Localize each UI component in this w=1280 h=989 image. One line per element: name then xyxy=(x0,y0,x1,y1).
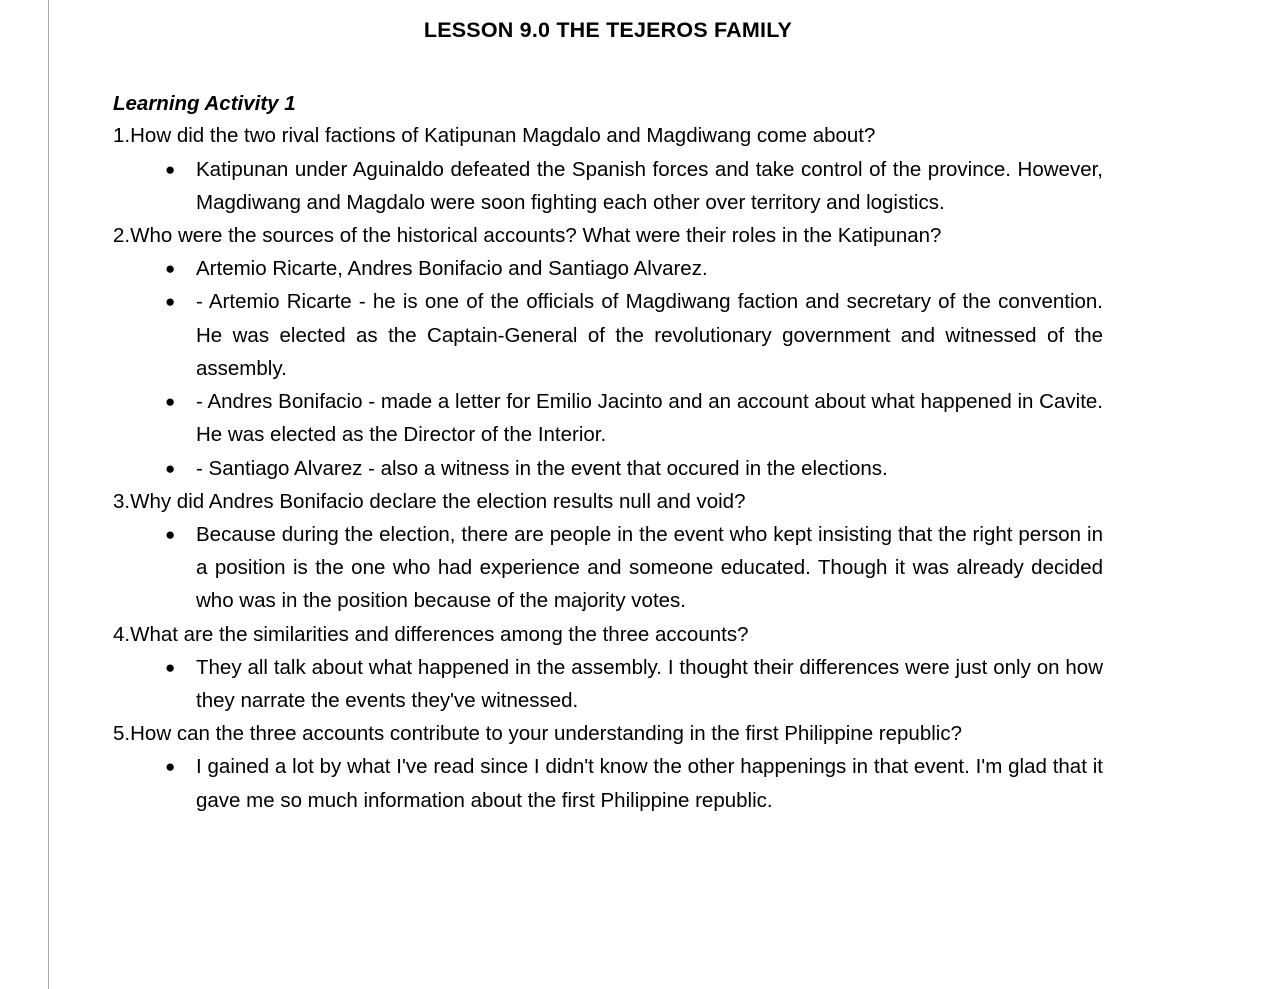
document-content xyxy=(113,12,1103,817)
bullet-icon: ● xyxy=(165,259,176,279)
question-number: 4. xyxy=(113,622,131,646)
question-number: 3. xyxy=(113,489,131,513)
question-text: How can the three accounts contribute to your understanding in the first Philippine republic? xyxy=(130,722,962,746)
answer-list xyxy=(113,750,1103,816)
answer-item xyxy=(113,385,1103,451)
qa-block xyxy=(113,717,1103,817)
bullet-icon: ● xyxy=(165,757,176,777)
answer-text: Because during the election, there are people in the event who kept insisting that the right person in a position is the one who had experience and someone educated. Though it was already decided who was in the position because of the majority votes. xyxy=(196,522,1103,613)
section-heading: Learning Activity 1 xyxy=(113,91,296,115)
answer-list xyxy=(113,518,1103,618)
question-line xyxy=(113,618,1103,651)
answer-list xyxy=(113,252,1103,484)
answer-item xyxy=(113,651,1103,717)
bullet-icon: ● xyxy=(165,392,176,412)
answer-text: They all talk about what happened in the assembly. I thought their differences were just only on how they narrate the events they've witnessed. xyxy=(196,655,1103,712)
answer-text: I gained a lot by what I've read since I didn't know the other happenings in that event. I'm glad that it gave me so much information about the first Philippine republic. xyxy=(196,755,1103,812)
answer-text: - Artemio Ricarte - he is one of the officials of Magdiwang faction and secretary of the convention. He was elected as the Captain-General of the revolutionary government and witnessed of the assembly. xyxy=(196,290,1103,380)
question-line xyxy=(113,485,1103,518)
answer-item xyxy=(113,452,1103,485)
page-title: LESSON 9.0 THE TEJEROS FAMILY xyxy=(423,18,793,42)
answer-list xyxy=(113,153,1103,219)
answer-item xyxy=(113,750,1103,816)
bullet-icon: ● xyxy=(165,524,176,544)
answer-text: Katipunan under Aguinaldo defeated the Spanish forces and take control of the province. However, Magdiwang and Magdalo were soon fighting each other over territory and logistics. xyxy=(196,157,1103,214)
answer-item xyxy=(113,252,1103,285)
question-text: Why did Andres Bonifacio declare the election results null and void? xyxy=(130,489,746,513)
bullet-icon: ● xyxy=(165,292,176,312)
page-left-margin-rule xyxy=(48,0,49,989)
answer-item xyxy=(113,153,1103,219)
question-answer-list xyxy=(113,119,1103,816)
question-line xyxy=(113,119,1103,152)
question-text: Who were the sources of the historical accounts? What were their roles in the Katipunan? xyxy=(130,224,942,248)
qa-block xyxy=(113,485,1103,618)
qa-block xyxy=(113,119,1103,219)
question-number: 1. xyxy=(113,124,131,148)
qa-block xyxy=(113,618,1103,718)
bullet-icon: ● xyxy=(165,458,176,478)
bullet-icon: ● xyxy=(165,159,176,179)
answer-list xyxy=(113,651,1103,717)
answer-text: - Andres Bonifacio - made a letter for Emilio Jacinto and an account about what happened in Cavite. He was elected as the Director of the Interior. xyxy=(196,390,1103,447)
question-number: 2. xyxy=(113,224,131,248)
question-text: What are the similarities and differences among the three accounts? xyxy=(130,622,749,646)
qa-block xyxy=(113,219,1103,485)
bullet-icon: ● xyxy=(165,657,176,677)
answer-item xyxy=(113,518,1103,618)
question-number: 5. xyxy=(113,722,131,746)
answer-text: - Santiago Alvarez - also a witness in the event that occured in the elections. xyxy=(196,456,888,480)
question-line xyxy=(113,717,1103,750)
question-line xyxy=(113,219,1103,252)
answer-item xyxy=(113,285,1103,385)
question-text: How did the two rival factions of Katipunan Magdalo and Magdiwang come about? xyxy=(130,124,876,148)
answer-text: Artemio Ricarte, Andres Bonifacio and Santiago Alvarez. xyxy=(196,257,708,281)
